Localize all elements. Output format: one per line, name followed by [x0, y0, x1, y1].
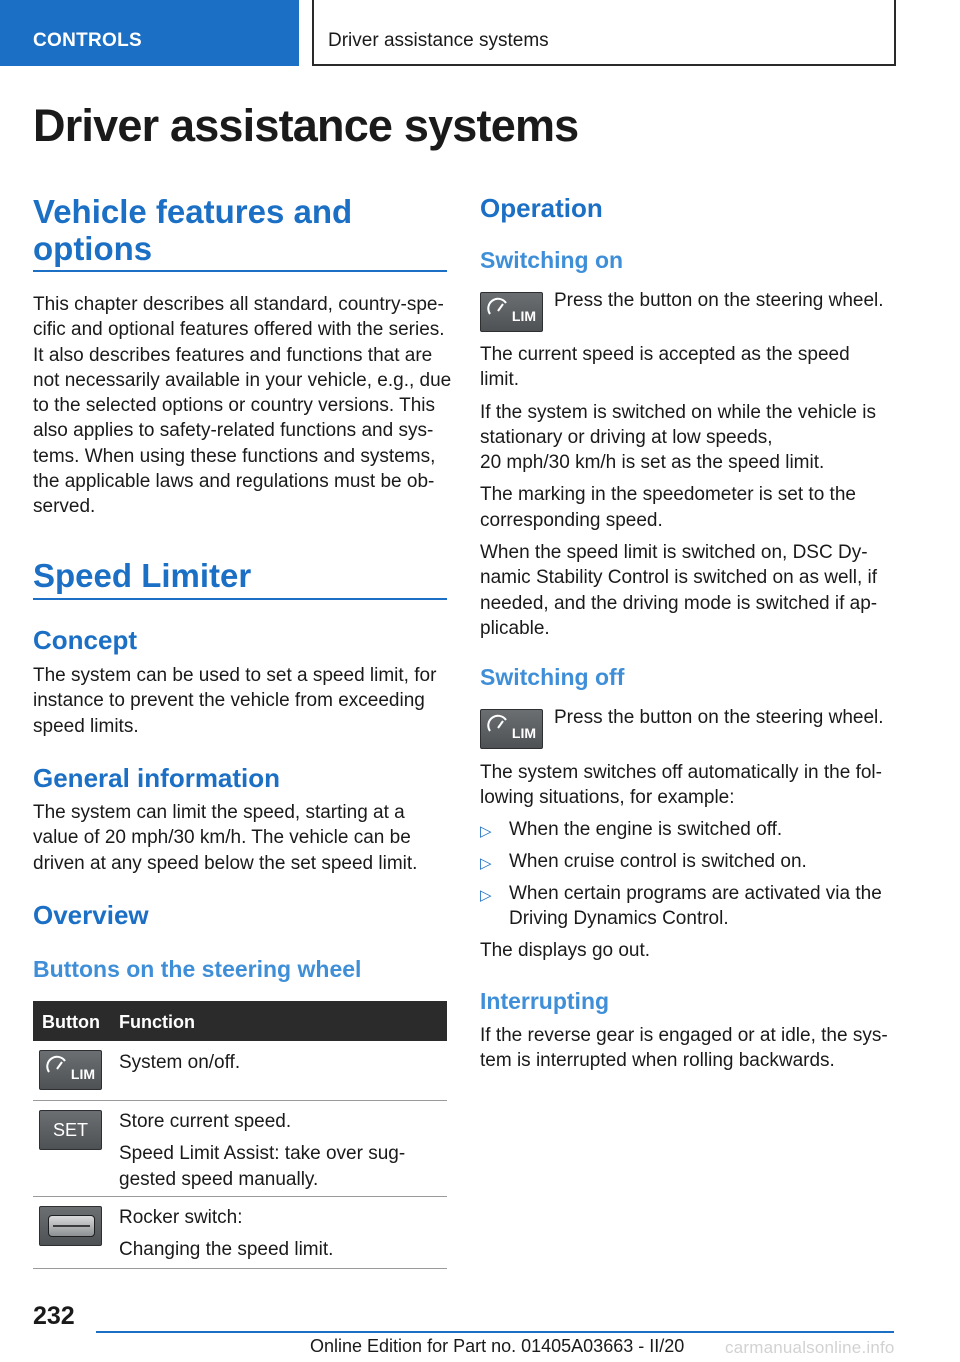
general-information-paragraph [33, 800, 417, 876]
table-divider [33, 1268, 447, 1269]
heading-switching-on: Switching on [480, 247, 624, 273]
heading-concept: Concept [33, 625, 137, 655]
section-label: CONTROLS [33, 30, 143, 51]
concept-paragraph [33, 663, 436, 739]
set-button-icon [39, 1110, 102, 1150]
heading-line: options [33, 230, 153, 267]
text-line: It also describes features and functions that are [33, 344, 433, 366]
heading-line: Vehicle features and [33, 193, 353, 230]
table-row-function [119, 1050, 240, 1075]
text-line: System on/off. [119, 1052, 241, 1073]
text-line: served. [33, 496, 96, 518]
text-line: not necessarily available in your vehicle, e.g., due [33, 369, 452, 391]
text-line: When the speed limit is switched on, DSC Dy‐ [480, 542, 868, 564]
text-line: Rocker switch: [119, 1207, 243, 1228]
text-line: This chapter describes all standard, country-spe‐ [33, 294, 444, 315]
bullet-icon: ▷ [480, 887, 492, 904]
lim-label: LIM [511, 725, 536, 741]
footer-edition: Online Edition for Part no. 01405A03663 - II/20 [310, 1336, 685, 1356]
text-line: value of 20 mph/30 km/h. The vehicle can be [33, 827, 411, 849]
text-line: lowing situations, for example: [480, 787, 735, 809]
lim-button-icon [480, 709, 543, 749]
text-line: Changing the speed limit. [119, 1239, 334, 1261]
text-line: also applies to safety-related functions and sys‐ [33, 420, 434, 442]
text-line: stationary or driving at low speeds, [480, 426, 773, 448]
footer-rule [96, 1331, 894, 1333]
text-line: instance to prevent the vehicle from exceeding [33, 690, 425, 712]
text-line: the applicable laws and regulations must be ob‐ [33, 471, 435, 493]
text-line: 20 mph/30 km/h is set as the speed limit. [480, 452, 825, 474]
heading-rule [33, 598, 447, 600]
bullet-icon: ▷ [480, 855, 492, 872]
running-header-title: Driver assistance systems [328, 30, 549, 51]
text-line: needed, and the driving mode is switched if ap‐ [480, 592, 878, 614]
text-line: plicable. [480, 617, 550, 639]
heading-operation: Operation [480, 193, 603, 223]
text-line: namic Stability Control is switched on as well, if [480, 567, 878, 589]
set-label: SET [52, 1120, 88, 1140]
displays-out-text: The displays go out. [480, 940, 651, 961]
text-line: tems. When using these functions and systems, [33, 445, 436, 467]
running-header [312, 0, 896, 66]
text-line: tem is interrupted when rolling backwards. [480, 1050, 835, 1072]
lim-button-icon [480, 292, 543, 332]
heading-rule [33, 270, 447, 272]
table-header [33, 1001, 447, 1041]
text-line: The system can be used to set a speed limit, for [33, 665, 437, 686]
text-line: The system can limit the speed, starting at a [33, 802, 405, 823]
text-line: The marking in the speedometer is set to the [480, 484, 856, 506]
text-line: Driving Dynamics Control. [509, 908, 729, 930]
lim-button-icon [39, 1050, 102, 1090]
table-divider [33, 1100, 447, 1101]
page-number: 232 [33, 1302, 75, 1330]
speed-gauge-icon [487, 297, 511, 317]
press-button-text: Press the button on the steering wheel. [554, 290, 884, 311]
list-item [509, 881, 882, 932]
speed-gauge-icon [46, 1055, 70, 1075]
switching-on-text [480, 342, 877, 641]
text-line: The system switches off automatically in the fol‐ [480, 762, 882, 783]
heading-general-information: General information [33, 763, 281, 793]
text-line: If the system is switched on while the vehicle is [480, 401, 877, 423]
text-line: driven at any speed below the set speed limit. [33, 852, 418, 874]
rocker-switch-icon [39, 1206, 102, 1246]
table-header-button: Button [42, 1012, 100, 1032]
press-button-text: Press the button on the steering wheel. [554, 707, 884, 728]
list-item: When the engine is switched off. [509, 819, 783, 840]
switching-off-intro [480, 760, 882, 811]
text-line: speed limits. [33, 715, 139, 737]
rocker-shape [48, 1215, 95, 1237]
table-row-function [119, 1205, 333, 1263]
text-line: corresponding speed. [480, 509, 663, 531]
bullet-icon: ▷ [480, 823, 492, 840]
heading-speed-limiter: Speed Limiter [33, 557, 252, 594]
text-line: limit. [480, 369, 520, 391]
text-line: cific and optional features offered with the series. [33, 319, 445, 341]
text-line: gested speed manually. [119, 1168, 319, 1190]
heading-overview: Overview [33, 900, 149, 930]
speed-gauge-icon [487, 714, 511, 734]
text-line: to the selected options or country versions. This [33, 395, 436, 417]
text-line: Store current speed. [119, 1111, 292, 1132]
watermark: carmanualsonline.info [725, 1338, 895, 1357]
heading-buttons-steering-wheel: Buttons on the steering wheel [33, 956, 362, 982]
table-divider [33, 1196, 447, 1197]
text-line: If the reverse gear is engaged or at idle, the sys‐ [480, 1025, 888, 1046]
heading-vehicle-features [33, 193, 352, 267]
heading-interrupting: Interrupting [480, 988, 610, 1014]
lim-label: LIM [511, 308, 536, 324]
vehicle-features-paragraph [33, 292, 451, 520]
list-item: When cruise control is switched on. [509, 851, 807, 872]
interrupting-paragraph [480, 1023, 888, 1074]
heading-switching-off: Switching off [480, 664, 625, 690]
text-line: The current speed is accepted as the speed [480, 344, 850, 365]
lim-label: LIM [70, 1066, 95, 1082]
table-row-function [119, 1109, 405, 1192]
section-tab [0, 0, 299, 66]
page-title: Driver assistance systems [33, 100, 579, 151]
text-line: Speed Limit Assist: take over sug‐ [119, 1143, 406, 1165]
text-line: When certain programs are activated via the [509, 883, 882, 904]
table-header-function: Function [119, 1012, 195, 1032]
